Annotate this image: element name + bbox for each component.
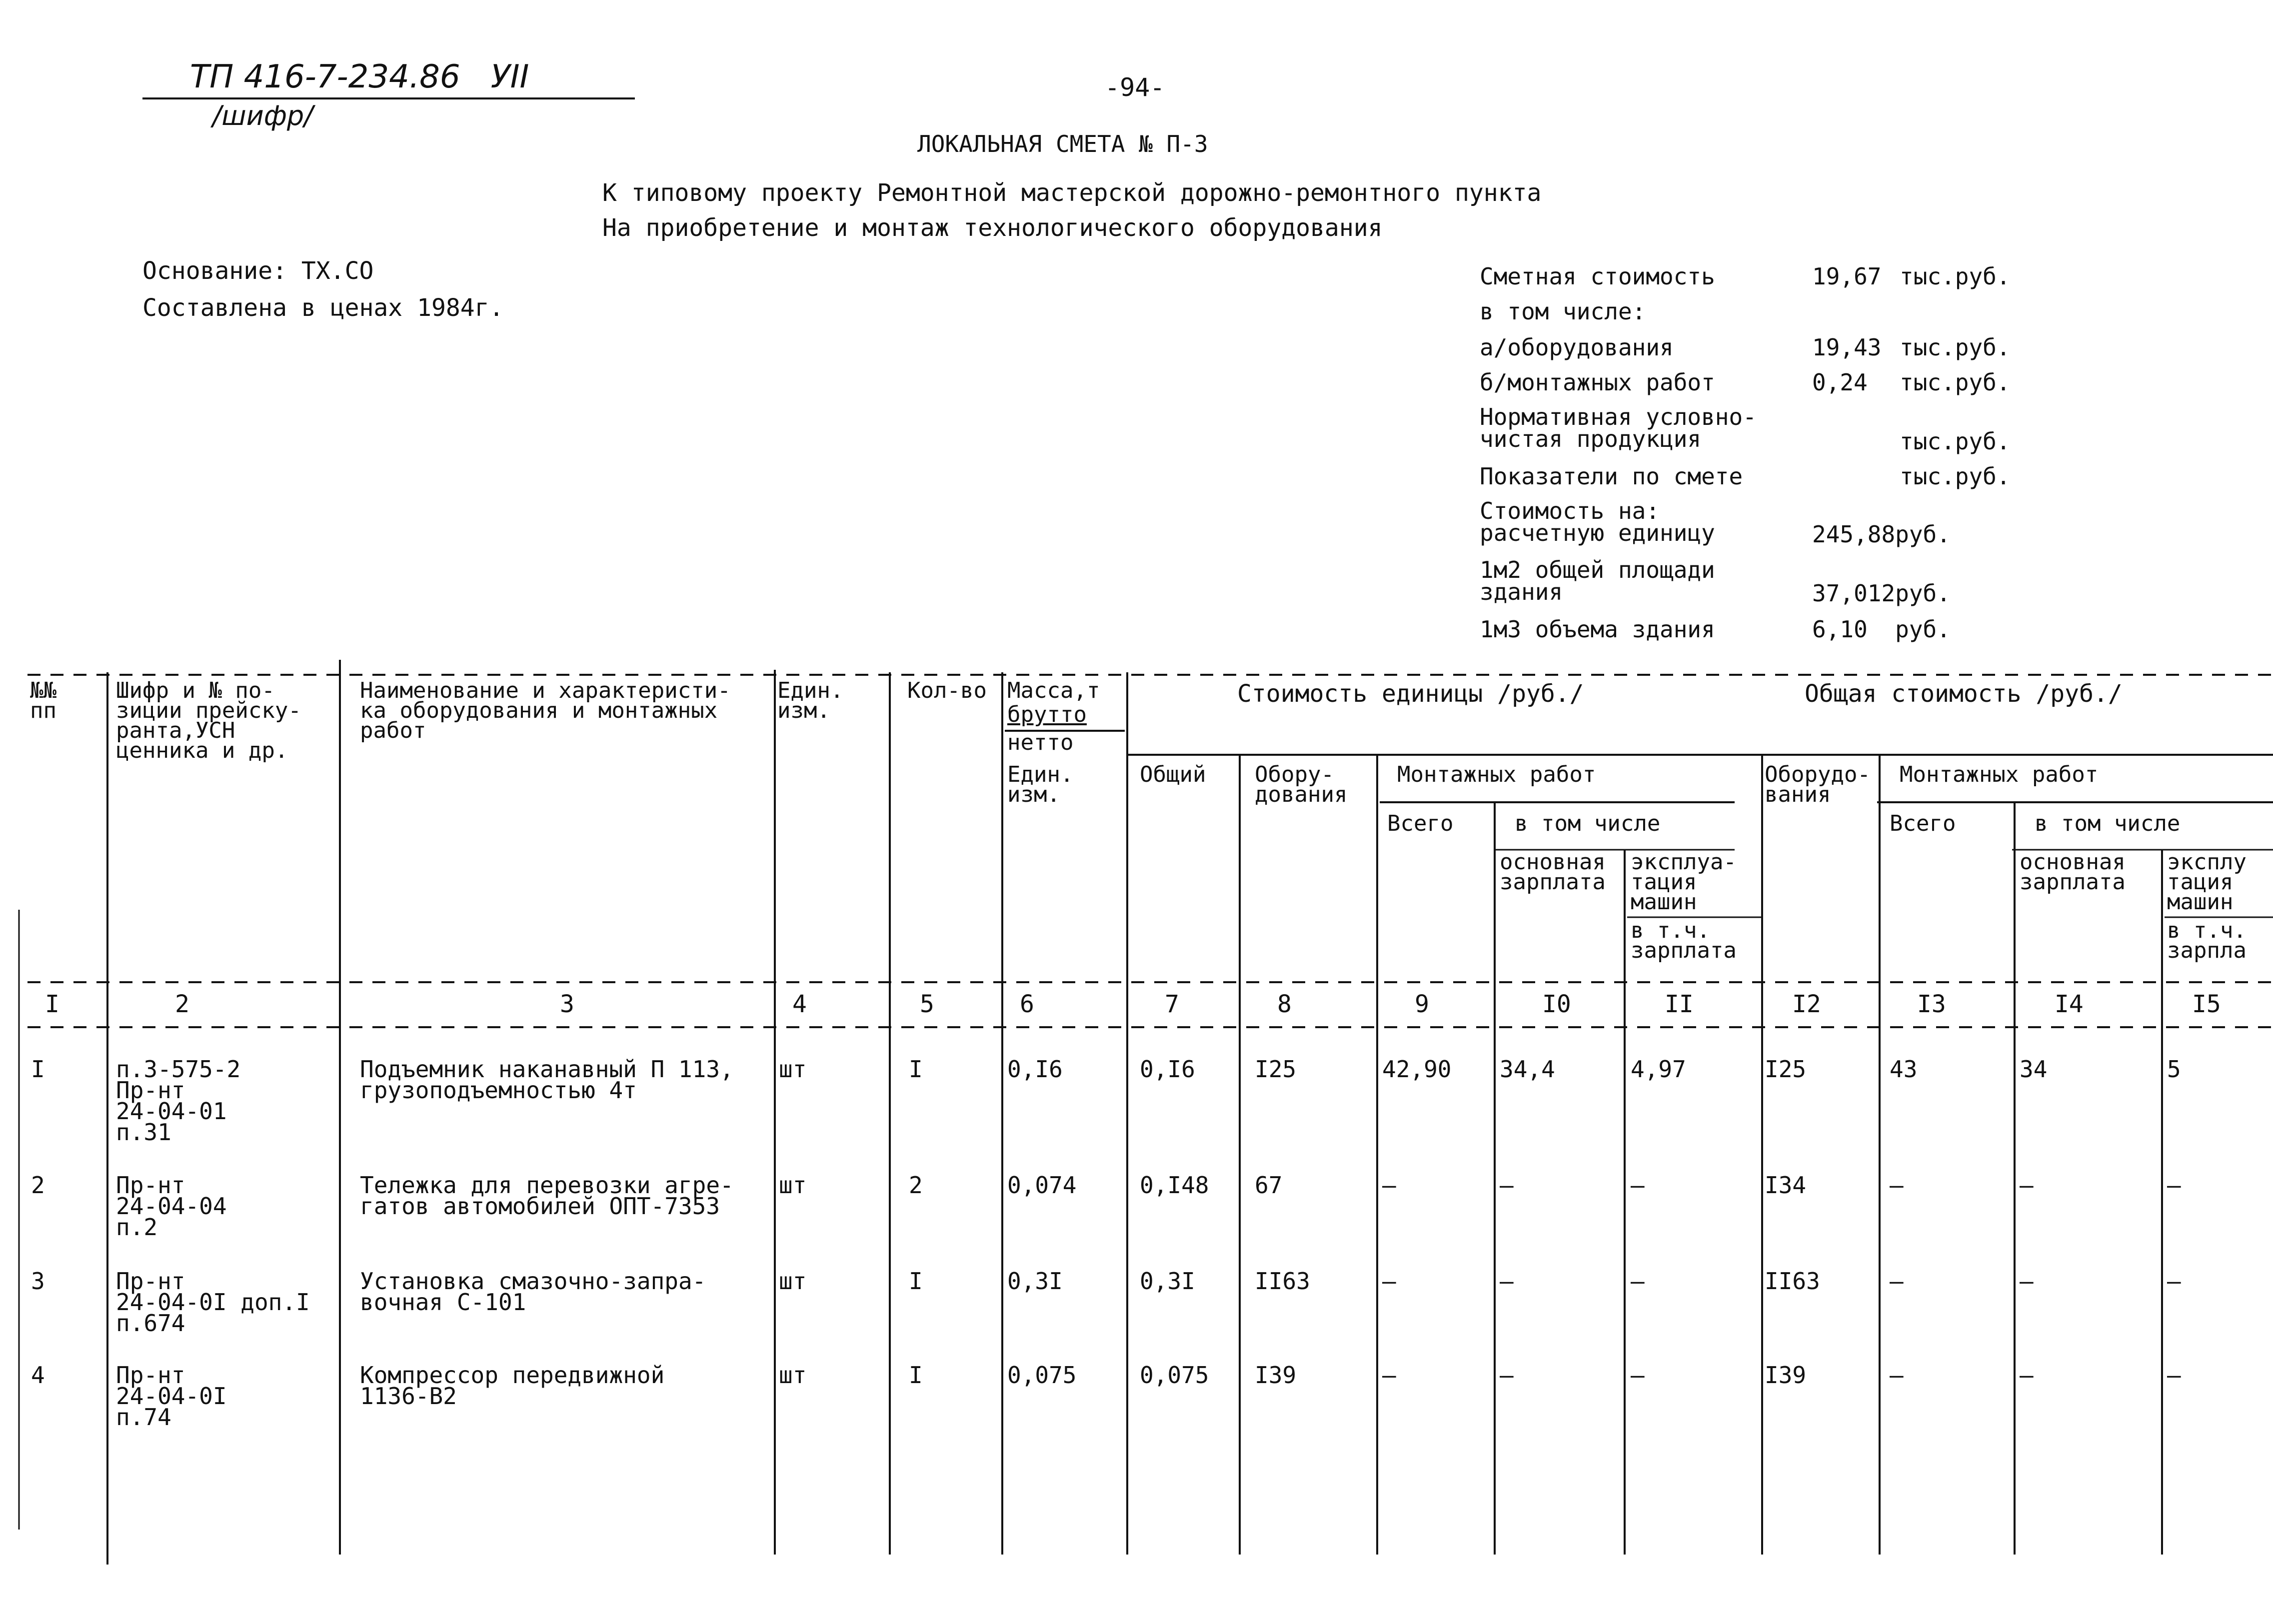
col-number: I <box>45 990 59 1018</box>
row-code: п.3-575-2 Пр-нт 24-04-01 п.31 <box>116 1056 241 1146</box>
header-col-13: Всего <box>1890 811 1956 836</box>
header-unit-cost: Стоимость единицы /руб./ <box>1237 680 1584 708</box>
header-col-3: Наименование и характеристи- ка оборудования и монтажных работ <box>360 678 731 743</box>
row-mount-total: – <box>1382 1172 1396 1199</box>
col-number: 9 <box>1415 990 1429 1018</box>
row-total-salary: – <box>2020 1268 2034 1295</box>
summary-label-3: б/монтажных работ <box>1480 369 1715 396</box>
col-number: I4 <box>2055 990 2084 1018</box>
summary-label-7: 1м2 общей площади здания <box>1480 556 1715 605</box>
col-number: 8 <box>1277 990 1292 1018</box>
header-col-15: эксплу тация машин <box>2167 849 2247 915</box>
header-col-15b: в т.ч. зарпла <box>2167 918 2247 963</box>
page-number: -94- <box>1105 73 1165 102</box>
header-col-14: основная зарплата <box>2020 849 2126 895</box>
row-mount-machines: – <box>1631 1362 1645 1389</box>
summary-unit-3: тыс.руб. <box>1900 369 2011 396</box>
summary-label-5: Показатели по смете <box>1480 463 1743 490</box>
row-equip-cost: 67 <box>1255 1172 1283 1199</box>
header-col-11: эксплуа- тация машин <box>1631 849 1737 915</box>
row-unit: шт <box>779 1172 807 1199</box>
subtitle-project: К типовому проекту Ремонтной мастерской дорожно-ремонтного пункта <box>602 179 1542 207</box>
row-mount-machines: 4,97 <box>1631 1056 1686 1083</box>
summary-value-6: 245,88руб. <box>1812 521 1951 548</box>
row-equip-cost: I39 <box>1255 1362 1297 1389</box>
page-title: ЛОКАЛЬНАЯ СМЕТА № П-3 <box>917 130 1208 157</box>
row-name: Установка смазочно-запра- вочная С-101 <box>360 1268 706 1316</box>
row-total-equip: I25 <box>1765 1056 1807 1083</box>
row-qty: I <box>909 1056 923 1083</box>
summary-label-1: в том числе: <box>1480 298 1646 325</box>
row-code: Пр-нт 24-04-0I п.74 <box>116 1362 227 1431</box>
row-mount-salary: – <box>1500 1172 1514 1199</box>
summary-value-0: 19,67 <box>1812 263 1882 290</box>
row-name: Тележка для перевозки агре- гатов автомобилей ОПТ-7353 <box>360 1172 734 1220</box>
row-number: 3 <box>31 1268 45 1295</box>
row-qty: 2 <box>909 1172 923 1199</box>
row-mount-total: – <box>1382 1362 1396 1389</box>
row-total-mass: 0,I6 <box>1140 1056 1195 1083</box>
col-number: 7 <box>1165 990 1179 1018</box>
header-col-4: Един. изм. <box>777 678 844 723</box>
row-total-salary: 34 <box>2020 1056 2048 1083</box>
summary-unit-5: тыс.руб. <box>1900 463 2011 490</box>
row-number: I <box>31 1056 45 1083</box>
header-mass-gross: брутто <box>1007 702 1087 727</box>
row-total-salary: – <box>2020 1362 2034 1389</box>
row-equip-cost: I25 <box>1255 1056 1297 1083</box>
row-total-mass: 0,I48 <box>1140 1172 1209 1199</box>
row-code: Пр-нт 24-04-04 п.2 <box>116 1172 227 1241</box>
header-col-9: Всего <box>1387 811 1454 836</box>
row-total-mount: – <box>1890 1172 1904 1199</box>
row-mount-machines: – <box>1631 1172 1645 1199</box>
col-number: 6 <box>1020 990 1034 1018</box>
col-number: I3 <box>1917 990 1946 1018</box>
row-total-machines: 5 <box>2167 1056 2181 1083</box>
row-unit: шт <box>779 1056 807 1083</box>
summary-label-6: Стоимость на: расчетную единицу <box>1480 497 1715 546</box>
row-total-machines: – <box>2167 1362 2181 1389</box>
row-total-equip: I39 <box>1765 1362 1807 1389</box>
subtitle-purpose: На приобретение и монтаж технологического оборудования <box>602 214 1383 242</box>
header-mass: Масса,т <box>1007 678 1100 703</box>
summary-label-4: Нормативная условно- чистая продукция <box>1480 403 1757 452</box>
header-total-cost: Общая стоимость /руб./ <box>1805 680 2123 708</box>
header-col-5: Кол-во <box>907 678 987 703</box>
col-number: 5 <box>920 990 934 1018</box>
row-total-machines: – <box>2167 1172 2181 1199</box>
header-col-10: основная зарплата <box>1500 849 1606 895</box>
row-mass: 0,3I <box>1007 1268 1063 1295</box>
col-number: 2 <box>175 990 189 1018</box>
row-total-machines: – <box>2167 1268 2181 1295</box>
summary-label-2: а/оборудования <box>1480 334 1674 361</box>
header-mont-2: Монтажных работ <box>1900 762 2099 787</box>
row-mount-total: – <box>1382 1268 1396 1295</box>
header-incl-2: в том числе <box>2035 811 2181 836</box>
summary-value-8: 6,10 руб. <box>1812 616 1951 643</box>
row-equip-cost: II63 <box>1255 1268 1310 1295</box>
row-mass: 0,075 <box>1007 1362 1077 1389</box>
summary-value-2: 19,43 <box>1812 334 1882 361</box>
prices-text: Составлена в ценах 1984г. <box>142 294 504 322</box>
row-mount-salary: – <box>1500 1268 1514 1295</box>
summary-label-8: 1м3 объема здания <box>1480 616 1715 643</box>
header-col-12: Оборудо- вания <box>1765 762 1871 807</box>
col-number: I5 <box>2192 990 2221 1018</box>
row-mass: 0,074 <box>1007 1172 1077 1199</box>
summary-unit-4: тыс.руб. <box>1900 428 2011 455</box>
document-code: ТП 416-7-234.86 УII <box>190 58 529 95</box>
header-mont-1: Монтажных работ <box>1397 762 1596 787</box>
header-mass-net: нетто <box>1007 730 1074 755</box>
header-incl-1: в том числе <box>1515 811 1661 836</box>
row-total-equip: I34 <box>1765 1172 1807 1199</box>
header-col-1: №№ пп <box>30 678 56 723</box>
row-total-mount: 43 <box>1890 1056 1918 1083</box>
row-qty: I <box>909 1268 923 1295</box>
row-total-equip: II63 <box>1765 1268 1820 1295</box>
header-col-6: Един. изм. <box>1007 762 1074 807</box>
cipher-label: /шифр/ <box>212 100 313 131</box>
row-name: Компрессор передвижной 1136-В2 <box>360 1362 665 1410</box>
summary-unit-2: тыс.руб. <box>1900 334 2011 361</box>
basis-text: Основание: ТХ.СО <box>142 257 374 285</box>
summary-value-3: 0,24 <box>1812 369 1868 396</box>
col-number: 3 <box>560 990 574 1018</box>
row-mount-machines: – <box>1631 1268 1645 1295</box>
col-number: I2 <box>1792 990 1821 1018</box>
col-number: I0 <box>1542 990 1571 1018</box>
header-col-2: Шифр и № по- зиции прейску- ранта,УСН ценника и др. <box>116 678 301 763</box>
row-code: Пр-нт 24-04-0I доп.I п.674 <box>116 1268 310 1337</box>
col-number: II <box>1665 990 1694 1018</box>
row-number: 2 <box>31 1172 45 1199</box>
row-number: 4 <box>31 1362 45 1389</box>
row-mount-total: 42,90 <box>1382 1056 1452 1083</box>
summary-unit-0: тыс.руб. <box>1900 263 2011 290</box>
row-mount-salary: 34,4 <box>1500 1056 1555 1083</box>
header-col-7: Общий <box>1140 762 1206 787</box>
row-unit: шт <box>779 1268 807 1295</box>
header-col-11b: в т.ч. зарплата <box>1631 918 1737 963</box>
header-col-8: Обору- дования <box>1255 762 1348 807</box>
row-name: Подъемник наканавный П 113, грузоподъемностью 4т <box>360 1056 734 1104</box>
row-unit: шт <box>779 1362 807 1389</box>
row-total-mass: 0,3I <box>1140 1268 1195 1295</box>
row-qty: I <box>909 1362 923 1389</box>
col-number: 4 <box>792 990 807 1018</box>
row-total-mount: – <box>1890 1362 1904 1389</box>
row-total-mount: – <box>1890 1268 1904 1295</box>
row-mount-salary: – <box>1500 1362 1514 1389</box>
row-mass: 0,I6 <box>1007 1056 1063 1083</box>
row-total-mass: 0,075 <box>1140 1362 1209 1389</box>
summary-value-7: 37,012руб. <box>1812 580 1951 607</box>
summary-label-0: Сметная стоимость <box>1480 263 1715 290</box>
row-total-salary: – <box>2020 1172 2034 1199</box>
